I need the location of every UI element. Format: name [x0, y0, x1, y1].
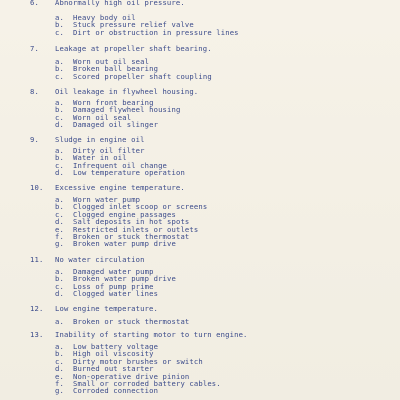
list-item [55, 73, 212, 80]
item-text: Clogged water lines [73, 289, 159, 299]
item-letter: d. [55, 168, 64, 178]
item-letter: f. [55, 231, 64, 241]
section-number: 12. [30, 304, 44, 313]
item-text: Broken water pump drive [73, 239, 176, 249]
item-list [55, 147, 185, 177]
item-text: Damaged oil slinger [73, 120, 159, 130]
item-list [55, 196, 207, 248]
item-list [55, 58, 212, 80]
item-letter: b. [55, 105, 64, 115]
item-text: Worn oil seal [73, 112, 132, 122]
item-text: Low temperature operation [73, 168, 185, 178]
section-heading: Excessive engine temperature. [55, 183, 185, 192]
item-letter: c. [55, 356, 64, 366]
item-text: Broken or stuck thermostat [73, 231, 190, 241]
item-letter: d. [55, 364, 64, 374]
item-letter: b. [55, 153, 64, 163]
item-list [55, 99, 180, 129]
item-letter: d. [55, 120, 64, 130]
item-text: Damaged water pump [73, 267, 154, 276]
section-number: 10. [30, 183, 44, 192]
item-list [55, 318, 189, 325]
item-text: Broken water pump drive [73, 274, 176, 284]
list-item [55, 290, 176, 297]
item-text: Worn out oil seal [73, 57, 150, 66]
item-letter: g. [55, 386, 64, 396]
item-letter: a. [55, 267, 64, 276]
item-letter: c. [55, 209, 64, 219]
list-item [55, 240, 207, 247]
section-heading: Inability of starting motor to turn engine. [55, 330, 248, 339]
list-item [55, 318, 189, 325]
item-letter: c. [55, 71, 64, 81]
item-letter: a. [55, 57, 64, 66]
item-text: Dirt or obstruction in pressure lines [73, 27, 239, 37]
item-text: Clogged engine passages [73, 209, 176, 219]
item-text: Clogged inlet scoop or screens [73, 202, 208, 212]
item-letter: e. [55, 224, 64, 234]
item-letter: f. [55, 378, 64, 388]
section-number: 11. [30, 255, 44, 264]
list-item [55, 387, 221, 394]
item-text: Infrequent oil change [73, 160, 168, 170]
list-item [55, 121, 180, 128]
item-text: Dirty motor brushes or switch [73, 356, 203, 366]
list-item [55, 169, 185, 176]
section-heading: Low engine temperature. [55, 304, 158, 313]
item-text: Loss of pump prime [73, 281, 154, 291]
section-heading: Abnormally high oil pressure. [55, 0, 185, 7]
item-text: Scored propeller shaft coupling [73, 71, 212, 81]
item-list [55, 268, 176, 298]
item-text: Salt deposits in hot spots [73, 217, 190, 227]
item-text: Water in oil [73, 153, 127, 163]
item-letter: a. [55, 146, 64, 155]
item-letter: d. [55, 217, 64, 227]
section-heading: No water circulation [55, 255, 145, 264]
item-letter: b. [55, 64, 64, 74]
item-letter: b. [55, 274, 64, 284]
item-letter: e. [55, 371, 64, 381]
item-letter: g. [55, 239, 64, 249]
item-letter: a. [55, 195, 64, 204]
item-text: Non-operative drive pinion [73, 371, 190, 381]
item-letter: b. [55, 20, 64, 30]
item-letter: d. [55, 289, 64, 299]
section-number: 6. [30, 0, 39, 7]
item-letter: c. [55, 112, 64, 122]
item-letter: a. [55, 342, 64, 351]
section-number: 13. [30, 330, 44, 339]
item-text: Restricted inlets or outlets [73, 224, 199, 234]
item-text: Broken or stuck thermostat [73, 317, 190, 326]
section-number: 7. [30, 44, 39, 53]
item-text: Corroded connection [73, 386, 159, 396]
item-text: Heavy body oil [73, 13, 136, 22]
item-letter: b. [55, 202, 64, 212]
item-letter: a. [55, 98, 64, 107]
item-list [55, 343, 221, 395]
section-heading: Sludge in engine oil [55, 135, 145, 144]
item-text: Dirty oil filter [73, 146, 145, 155]
item-text: Worn water pump [73, 195, 141, 204]
section-number: 8. [30, 87, 39, 96]
section-heading: Leakage at propeller shaft bearing. [55, 44, 212, 53]
item-text: Damaged flywheel housing [73, 105, 181, 115]
item-text: Stuck pressure relief valve [73, 20, 194, 30]
section-heading: Oil leakage in flywheel housing. [55, 87, 199, 96]
list-item [55, 29, 239, 36]
item-letter: a. [55, 317, 64, 326]
item-letter: b. [55, 349, 64, 359]
item-text: Worn front bearing [73, 98, 154, 107]
item-letter: c. [55, 27, 64, 37]
item-text: Small or corroded battery cables. [73, 378, 221, 388]
item-text: Burned out starter [73, 364, 154, 374]
item-letter: c. [55, 160, 64, 170]
item-letter: c. [55, 281, 64, 291]
item-text: High oil viscosity [73, 349, 154, 359]
item-text: Low battery voltage [73, 342, 159, 351]
item-text: Broken ball bearing [73, 64, 159, 74]
section-number: 9. [30, 135, 39, 144]
item-list [55, 14, 239, 36]
item-letter: a. [55, 13, 64, 22]
